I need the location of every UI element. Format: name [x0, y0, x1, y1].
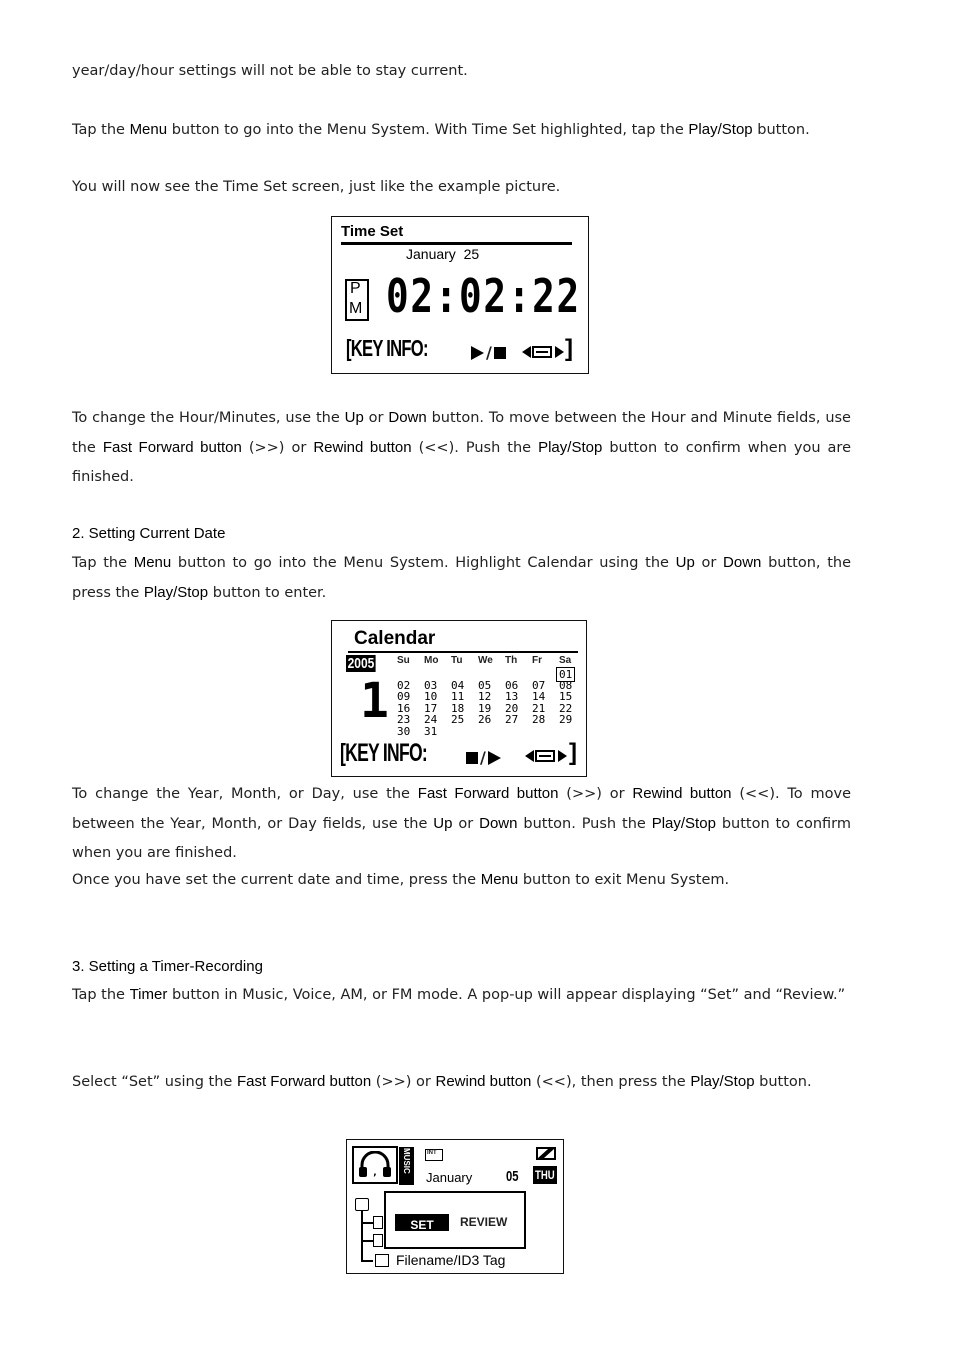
text: or [694, 555, 724, 571]
memory-icon: INT [425, 1149, 443, 1161]
text: Tap the [72, 555, 134, 571]
clock-time: 02:02:22 [386, 269, 581, 323]
text: button in Music, Voice, AM, or FM mode. A pop-up will appear displaying “Set” and “Review.” [167, 987, 846, 1003]
bracket-close: ] [565, 335, 573, 362]
time-set-date: January 25 [406, 246, 480, 262]
tree-line [361, 1211, 363, 1261]
text: button to confirm when you are finished. [72, 440, 851, 485]
text: button. To move between the Hour and Minute fields, use the [72, 410, 851, 456]
text: To change the Hour/Minutes, use the [72, 410, 345, 426]
rewind-key: Rewind button [435, 1073, 532, 1090]
calendar-day[interactable]: 01 [556, 667, 575, 682]
text: button to go into the Menu System. With Time Set highlighted, tap the [167, 122, 689, 138]
calendar-day[interactable]: 26 [478, 713, 492, 726]
paragraph-5 [72, 548, 851, 608]
text: Select “Set” using the [72, 1074, 237, 1090]
calendar-title: Calendar [354, 628, 436, 649]
up-key: Up [433, 815, 453, 832]
play-stop-key: Play/Stop [690, 1073, 755, 1090]
title-divider [348, 651, 578, 653]
play-stop-key: Play/Stop [651, 815, 716, 832]
text: button. Push the [517, 816, 652, 832]
play-stop-key: Play/Stop [688, 121, 753, 138]
text: or [363, 410, 389, 426]
calendar-day[interactable]: 29 [559, 713, 573, 726]
music-file-icon [375, 1254, 389, 1267]
text: button to go into the Menu System. Highlight Calendar using the [171, 555, 676, 571]
calendar-day[interactable]: 31 [424, 724, 438, 738]
weekday-header: Fr [532, 655, 542, 666]
calendar-day[interactable]: 14 [532, 690, 546, 703]
review-button[interactable]: REVIEW [460, 1215, 508, 1229]
stop-play-icon: / [466, 747, 501, 767]
calendar-month: 1 [360, 673, 389, 729]
calendar-day[interactable]: 25 [451, 713, 465, 726]
text: (>>) or [241, 440, 314, 456]
calendar-day[interactable]: 24 [424, 713, 438, 726]
calendar-day[interactable]: 22 [559, 701, 573, 715]
play-stop-key: Play/Stop [538, 439, 603, 456]
text: or [452, 816, 480, 832]
calendar-day[interactable]: 16 [397, 701, 411, 715]
timer-screen [346, 1139, 564, 1274]
svg-text:,: , [373, 1168, 377, 1178]
calendar-day[interactable]: 03 [424, 678, 438, 692]
text: button to confirm when you are finished. [72, 816, 851, 861]
weekday-header: Tu [451, 655, 463, 666]
music-file-icon [373, 1216, 383, 1229]
weekday-header: We [478, 655, 493, 666]
calendar-day[interactable]: 09 [397, 690, 411, 703]
calendar-day[interactable]: 05 [478, 678, 492, 692]
rewind-key: Rewind button [313, 439, 412, 456]
weekday-badge: THU [533, 1166, 557, 1184]
paragraph-2 [72, 115, 851, 145]
ampm-top: P [350, 280, 361, 297]
play-stop-icon: / [471, 342, 506, 362]
calendar-day[interactable]: 10 [424, 690, 438, 703]
time-set-title: Time Set [341, 223, 404, 240]
calendar-day[interactable]: 15 [559, 690, 573, 703]
menu-key: Menu [480, 871, 519, 888]
section-heading-2: 2. Setting Current Date [72, 525, 226, 542]
text: (>>) or [558, 786, 633, 802]
tree-branch [361, 1260, 373, 1262]
calendar-day[interactable]: 19 [478, 701, 492, 715]
calendar-day[interactable]: 02 [397, 678, 411, 692]
text: To change the Year, Month, or Day, use the [72, 786, 418, 802]
calendar-day[interactable]: 13 [505, 690, 519, 703]
text: Tap the [72, 122, 130, 138]
paragraph-7 [72, 865, 851, 895]
calendar-day[interactable]: 30 [397, 724, 411, 738]
calendar-day[interactable]: 08 [559, 678, 573, 692]
calendar-day[interactable]: 04 [451, 678, 465, 692]
paragraph-9 [72, 1067, 872, 1097]
text: button to exit Menu System. [518, 872, 730, 888]
tree-branch [361, 1222, 373, 1224]
text: Tap the [72, 987, 130, 1003]
weekday-header: Sa [559, 655, 572, 666]
tree-branch [361, 1240, 373, 1242]
up-key: Up [675, 554, 695, 571]
mode-label: MUSIC [399, 1147, 414, 1185]
up-key: Up [344, 409, 364, 426]
text: button. [754, 1074, 812, 1090]
weekday-header: Mo [424, 655, 439, 666]
calendar-day[interactable]: 11 [451, 690, 465, 703]
timer-day: 05 [506, 1168, 519, 1185]
paragraph-6 [72, 779, 851, 868]
fast-forward-key: Fast Forward button [236, 1073, 372, 1090]
calendar-day[interactable]: 18 [451, 701, 465, 715]
title-divider [341, 242, 572, 245]
file-label: Filename/ID3 Tag [396, 1252, 506, 1268]
folder-icon [355, 1198, 369, 1211]
weekday-header: Su [397, 655, 410, 666]
calendar-screen [331, 620, 587, 777]
timer-key: Timer [129, 986, 168, 1003]
down-key: Down [388, 409, 427, 426]
play-stop-key: Play/Stop [143, 584, 209, 601]
down-key: Down [479, 815, 518, 832]
paragraph-3: You will now see the Time Set screen, just like the example picture. [72, 179, 561, 195]
menu-key: Menu [133, 554, 172, 571]
text: Once you have set the current date and time, press the [72, 872, 481, 888]
text: (<<), then press the [531, 1074, 691, 1090]
calendar-day[interactable]: 28 [532, 713, 546, 726]
paragraph-4 [72, 403, 851, 492]
navigate-icon [522, 344, 564, 363]
calendar-day[interactable]: 12 [478, 690, 492, 703]
headphones-icon-box [352, 1146, 398, 1184]
key-info-label: [KEY INFO: [346, 335, 428, 361]
text: (<<). Push the [411, 440, 539, 456]
key-info-label: [KEY INFO: [340, 739, 427, 767]
calendar-day[interactable]: 20 [505, 701, 519, 715]
calendar-day[interactable]: 23 [397, 713, 411, 726]
navigate-icon [525, 748, 567, 767]
weekday-header: Th [505, 655, 518, 666]
text: button. [752, 122, 810, 138]
paragraph-8 [72, 980, 851, 1010]
set-button[interactable]: SET [395, 1214, 449, 1231]
headphones-icon [358, 1151, 392, 1179]
calendar-day[interactable]: 27 [505, 713, 519, 726]
text: (>>) or [371, 1074, 436, 1090]
music-file-icon [373, 1234, 383, 1247]
calendar-year: 2005 [347, 655, 375, 672]
menu-key: Menu [129, 121, 168, 138]
calendar-day[interactable]: 21 [532, 701, 546, 715]
text: button to enter. [208, 585, 327, 601]
text: (<<). To move between the Year, Month, or Day fields, use the [72, 786, 852, 832]
time-set-screen [331, 216, 589, 374]
ampm-box [345, 279, 369, 321]
rewind-key: Rewind button [632, 785, 732, 802]
fast-forward-key: Fast Forward button [102, 439, 242, 456]
bracket-close: ] [569, 739, 577, 766]
calendar-day[interactable]: 06 [505, 678, 519, 692]
paragraph-1: year/day/hour settings will not be able to stay current. [72, 63, 468, 79]
battery-icon [536, 1147, 556, 1160]
down-key: Down [723, 554, 762, 571]
section-heading-3: 3. Setting a Timer-Recording [72, 958, 263, 975]
text: button, the press the [72, 555, 851, 601]
fast-forward-key: Fast Forward button [417, 785, 559, 802]
calendar-day[interactable]: 17 [424, 701, 438, 715]
popup-dialog [384, 1191, 526, 1249]
timer-month: January [426, 1170, 473, 1185]
calendar-day[interactable]: 07 [532, 678, 546, 692]
ampm-bottom: M [349, 300, 363, 317]
